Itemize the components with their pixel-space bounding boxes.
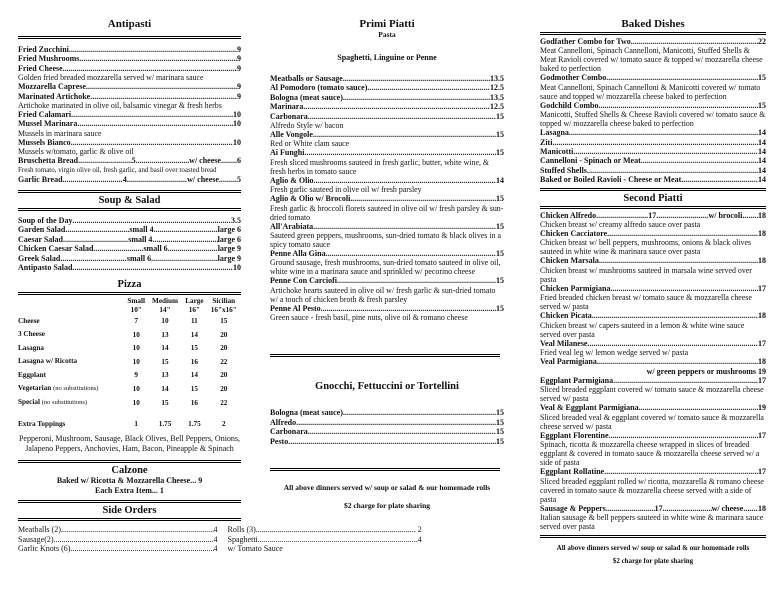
menu-item (540, 128, 766, 137)
item-name: Fried Zucchini (18, 45, 69, 54)
pizza-row: Cheese 7 10 11 15 (18, 316, 228, 325)
baked-list (540, 37, 766, 185)
menu-item (270, 276, 504, 285)
sausage-peppers-item: Sausage & Peppers ..... 17 ..... w/ cheese ..... 18 (540, 504, 766, 513)
salad-item: Chicken Caesar Salad ..... small 6 ..... large 9 (18, 244, 241, 253)
item-name: Veal Milanese (540, 338, 588, 348)
primi-list (270, 74, 504, 322)
item-desc: Fried veal leg w/ lemon wedge served w/ pasta (540, 348, 689, 358)
item-desc: Meat Cannelloni, Spinach Cannelloni, Manicotti, Stuffed Shells & Meat Ravioli covered w/ tomato sauce & topped w/ mozzarella cheese baked to perfection (540, 46, 763, 74)
menu-item (270, 418, 504, 427)
menu-item (18, 64, 241, 73)
menu-item (18, 92, 241, 101)
item-name: Bologna (meat sauce) (270, 408, 343, 418)
menu-item (540, 403, 766, 412)
mid-footer-line2: $2 charge for plate sharing (343, 500, 431, 510)
item-price: 14 (758, 137, 766, 147)
menu-item (540, 175, 766, 184)
item-desc: Manicotti, Stuffed Shells & Cheese Ravioli covered w/ tomato sauce & topped w/ mozzarella cheese baked to perfection (540, 110, 766, 129)
item-price: 14 (758, 147, 766, 157)
item-price: 19 (758, 403, 766, 413)
side-order-item: Meatballs (2) ..... 4 (18, 525, 218, 535)
side-orders-list (18, 525, 422, 554)
item-desc: Red or White clam sauce (270, 139, 350, 149)
item-name: Chicken Marsala (540, 256, 599, 266)
item-desc: Ground sausage, fresh mushrooms, sun-dried tomato sauteed in olive oil, white wine in a marinara sauce and sprinkled w/ pecorino cheese (270, 258, 501, 277)
item-name: Fried Cheese (18, 63, 63, 73)
item-desc: Sliced breaded eggplant covered w/ tomato sauce & mozzarella cheese served w/ pasta (540, 385, 764, 404)
item-desc: Spinach, ricotta & mozzarella cheese wrapped in slices of breaded eggplant & covered in tomato sauce & mozzarella cheese served w/ a side of pasta (540, 440, 760, 468)
item-name: Cannelloni - Spinach or Meat (540, 156, 641, 166)
item-name: Penne Al Pesto (270, 303, 321, 313)
soup-salad-title: Soup & Salad (98, 195, 161, 207)
side-order-item: Spaghetti ..... 4 (228, 535, 422, 545)
item-price: 14 (758, 165, 766, 175)
chicken-alfredo-item: Chicken Alfredo ..... 17 ..... w/ brocoli ..... 18 (540, 211, 766, 220)
side-order-item: Sausage(2) ..... 4 (18, 535, 218, 545)
item-name: Alle Vongole (270, 130, 313, 140)
menu-item (18, 45, 241, 54)
item-name: Eggplant Florentine (540, 430, 609, 440)
item-desc: Fresh garlic & broccoli florets sauteed in olive oil w/ fresh parsley & sun-dried tomato (270, 203, 504, 222)
menu-item (540, 156, 766, 165)
item-desc: Sauteed green peppers, mushrooms, sun-dried tomato & black olives in a spicy tomato sauce (270, 231, 501, 250)
item-price: 14 (496, 175, 504, 185)
item-name: Penne Con Carciofi (270, 276, 337, 286)
menu-item (270, 194, 504, 203)
menu-item (270, 408, 504, 417)
right-footer-line2: $2 charge for plate sharing (612, 556, 694, 565)
item-price: 15 (496, 436, 504, 446)
primi-title: Primi Piatti (359, 18, 415, 30)
item-price: 18 (758, 229, 766, 239)
item-desc: Sliced breaded veal & eggplant covered w/ tomato sauce & mozzarella cheese served w/ pasta (540, 412, 764, 431)
menu-item (270, 437, 504, 446)
pizza-extra-row: Extra Toppings 1 1.75 1.75 2 (18, 419, 226, 428)
item-price: 17 (758, 375, 766, 385)
antipasti-list (18, 45, 241, 156)
item-price: 9 (237, 91, 241, 101)
item-desc: Sliced breaded eggplant rolled w/ ricotta, mozzarella & romano cheese covered in tomato sauce & mozzarella cheese served with a side of pasta (540, 476, 764, 504)
item-price: 15 (496, 408, 504, 418)
menu-item (18, 110, 241, 119)
item-price: 13.5 (490, 92, 504, 102)
item-name: Ziti (540, 137, 553, 147)
menu-item (540, 73, 766, 82)
item-price: 15 (758, 100, 766, 110)
menu-item (540, 229, 766, 238)
second-title: Second Piatti (623, 192, 683, 204)
pizza-toppings: Pepperoni, Mushroom, Sausage, Black Olives, Bell Peppers, Onions, Jalapeno Peppers, Anchovies, Ham, Bacon, Pineapple & Spinach (18, 434, 241, 454)
item-price: 14 (758, 156, 766, 166)
pizza-size-header: Sicilian (212, 296, 236, 305)
item-name: Marinara (270, 102, 304, 112)
menu-item (270, 93, 504, 102)
gnocchi-list (270, 408, 504, 446)
salad-list (18, 225, 241, 263)
garlic-bread-item: Garlic Bread ..... 4 ..... w/ cheese ..... 5 (18, 175, 241, 184)
menu-item (270, 304, 504, 313)
antipasti-title: Antipasti (107, 18, 152, 30)
item-name: Manicotti (540, 147, 574, 157)
pizza-size-inches: 16"x16" (210, 305, 237, 314)
item-name: Ai Funghi (270, 148, 305, 158)
item-name: Chicken Picata (540, 311, 592, 321)
item-price: 17 (758, 467, 766, 477)
item-name: Veal Parmigiana (540, 357, 597, 367)
item-name: Pesto (270, 436, 289, 446)
item-price: 15 (758, 73, 766, 83)
item-price: 15 (496, 276, 504, 286)
menu-item (540, 467, 766, 476)
item-desc: Artichoke marinated in olive oil, balsamic vinegar & fresh herbs (18, 101, 222, 111)
item-price: 9 (237, 82, 241, 92)
calzone-line1: Baked w/ Ricotta & Mozzarella Cheese... 9 (56, 476, 203, 486)
menu-item (540, 147, 766, 156)
item-desc: Chicken breast w/ capers sauteed in a lemon & white wine sauce served over pasta (540, 320, 745, 339)
item-price: 14 (758, 175, 766, 185)
menu-item (540, 284, 766, 293)
item-desc: Chicken breast w/ mushrooms sauteed in marsala wine served over pasta (540, 265, 752, 284)
pizza-size-inches: 14" (159, 305, 171, 314)
item-desc: Fresh sliced mushrooms sauteed in fresh garlic, butter, white wine, & fresh herbs in tomato sauce (270, 157, 490, 176)
item-name: Al Pomodoro (tomato sauce) (270, 83, 368, 93)
item-price: 18 (758, 311, 766, 321)
item-name: Fried Calamari (18, 110, 72, 120)
item-price: 9 (237, 63, 241, 73)
item-name: Mozzarella Caprese (18, 82, 86, 92)
pizza-row: 3 Cheese 10 13 14 20 (18, 330, 228, 339)
menu-item (540, 101, 766, 110)
item-price: 10 (233, 137, 241, 147)
pizza-table (18, 297, 241, 431)
calzone-line2: Each Extra Item... 1 (95, 486, 164, 496)
item-name: All'Arabiata (270, 221, 314, 231)
menu-item (270, 102, 504, 111)
menu-item (270, 176, 504, 185)
bruschetta-item: Bruschetta Bread ..... 5 ..... w/ cheese ..... 6 (18, 156, 241, 165)
right-column (520, 0, 780, 602)
item-price: 15 (496, 194, 504, 204)
item-name: Eggplant Rollatine (540, 467, 605, 477)
item-price: 17 (758, 338, 766, 348)
second-list2 (540, 376, 766, 504)
item-desc: Golden fried breaded mozzarella served w/ marinara sauce (18, 73, 204, 83)
chicken-alfredo-desc: Chicken breast w/ creamy alfredo sauce over pasta (540, 220, 701, 230)
item-name: Godchild Combo (540, 100, 599, 110)
pizza-size-inches: 16" (188, 305, 200, 314)
pizza-row: Eggplant 9 13 14 20 (18, 370, 228, 380)
item-desc: Chicken breast w/ bell peppers, mushrooms, onions & black olives sauteed in white wine & marinara sauce over pasta (540, 238, 752, 257)
item-name: Godfather Combo for Two (540, 37, 631, 46)
item-price: 17 (758, 430, 766, 440)
sausage-peppers-desc: Italian sausage & bell peppers sauteed in white wine & marinara sauce served over pasta (540, 512, 764, 531)
primi-subtitle: Pasta (378, 30, 396, 39)
pizza-size-header: Large (185, 296, 204, 305)
pizza-size-header: Small (127, 296, 145, 305)
menu-item (270, 148, 504, 157)
baked-title: Baked Dishes (621, 18, 685, 30)
item-name: Eggplant Parmigiana (540, 375, 614, 385)
item-name: Carbonara (270, 111, 308, 121)
item-name: Aglio & Olio w/ Brocoli (270, 194, 351, 204)
item-price: 9 (237, 45, 241, 54)
soup-item: Soup of the Day ..... 3.5 (18, 216, 241, 225)
menu-item (270, 112, 504, 121)
item-price: 22 (758, 37, 766, 46)
menu-item (540, 339, 766, 348)
pizza-size-inches: 10" (130, 305, 142, 314)
menu-item (540, 256, 766, 265)
veal-extra: w/ green peppers or mushrooms 19 (646, 366, 766, 376)
primi-subtitle2: Spaghetti, Linguine or Penne (337, 53, 437, 62)
pizza-size-header: Medium (152, 296, 178, 305)
item-name: Veal & Eggplant Parmigiana (540, 403, 639, 413)
menu-item (18, 138, 241, 147)
side-orders-title: Side Orders (102, 505, 157, 517)
item-name: Marinated Artichoke (18, 91, 91, 101)
item-price: 18 (758, 256, 766, 266)
item-desc: Alfredo Style w/ bacon (270, 121, 344, 131)
bruschetta-desc: Fresh tomato, virgin olive oil, fresh garlic, and basil over toasted bread (18, 165, 217, 174)
menu-item (540, 166, 766, 175)
item-name: Lasagna (540, 128, 569, 138)
menu-item (540, 376, 766, 385)
item-name: Godmother Combo (540, 73, 607, 83)
salad-item: Greek Salad ..... small 6 ..... large 9 (18, 254, 241, 263)
second-list (540, 229, 766, 366)
item-desc: Meat Cannelloni, Spinach Cannelloni & Manicotti covered w/ tomato sauce and topped w/ mozzarella cheese baked to perfection (540, 82, 761, 101)
mid-footer-line1: All above dinners served w/ soup or salad & our homemade rolls (283, 482, 491, 492)
item-desc: Fresh garlic sauteed in olive oil w/ fresh parsley (270, 185, 422, 195)
item-price: 15 (496, 130, 504, 140)
menu-item (18, 82, 241, 91)
menu-item (270, 249, 504, 258)
menu-item (540, 431, 766, 440)
item-price: 10 (233, 110, 241, 120)
menu-item (540, 138, 766, 147)
calzone-title: Calzone (111, 465, 148, 477)
salad-item: Garden Salad ..... small 4 ..... large 6 (18, 225, 241, 234)
side-order-item: Rolls (3) ..... 2 (228, 525, 422, 535)
item-name: Baked or Boiled Ravioli - Cheese or Meat (540, 175, 682, 185)
item-price: 15 (496, 249, 504, 259)
salad-item: Caesar Salad ..... small 4 ..... large 6 (18, 235, 241, 244)
pizza-row: Vegetarian (no substitutions) 10 14 15 20 (18, 384, 228, 393)
item-price: 15 (496, 417, 504, 427)
item-price: 15 (496, 303, 504, 313)
item-price: 18 (758, 357, 766, 367)
item-name: Chicken Cacciatore (540, 229, 608, 239)
menu-item (18, 119, 241, 128)
item-price: 12.5 (490, 83, 504, 93)
item-price: 15 (496, 427, 504, 437)
middle-column (258, 0, 516, 602)
menu-item (270, 74, 504, 83)
item-name: Mussel Marinara (18, 119, 78, 129)
menu-item (540, 357, 766, 366)
gnocchi-title: Gnocchi, Fettuccini or Tortellini (315, 381, 459, 393)
menu-item (18, 54, 241, 63)
menu-item (540, 37, 766, 46)
pizza-row: Special (no substitutions) 10 15 16 22 (18, 398, 228, 407)
side-order-item: w/ Tomato Sauce (227, 544, 283, 554)
item-price: 13.5 (490, 74, 504, 83)
item-name: Fried Mushrooms (18, 54, 80, 64)
item-name: Chicken Parmigiana (540, 283, 611, 293)
item-price: 10 (233, 119, 241, 129)
menu-item (270, 130, 504, 139)
item-name: Meatballs or Sausage (270, 74, 343, 83)
item-name: Aglio & Olio (270, 175, 314, 185)
item-name: Bologna (meat sauce) (270, 92, 343, 102)
side-order-item: Garlic Knots (6) ..... 4 (18, 544, 218, 554)
menu-item (270, 222, 504, 231)
item-desc: Artichoke hearts sauteed in olive oil w/ fresh garlic & sun-dried tomato w/ a touch of chicken broth & fresh parsley (270, 285, 496, 304)
antipasto-salad-item: Antipasto Salad ..... 10 (18, 263, 241, 272)
pizza-row: Lasagna 10 14 15 20 (18, 343, 228, 353)
item-price: 9 (237, 54, 241, 64)
item-desc: Green sauce - fresh basil, pine nuts, olive oil & romano cheese (270, 313, 468, 323)
item-price: 14 (758, 128, 766, 138)
menu-item (270, 427, 504, 436)
item-name: Mussels Bianco (18, 137, 71, 147)
item-price: 15 (496, 221, 504, 231)
item-price: 15 (496, 148, 504, 158)
item-price: 15 (496, 111, 504, 121)
item-name: Carbonara (270, 427, 308, 437)
right-footer-line1: All above dinners served w/ soup or salad & our homemade rolls (556, 543, 750, 552)
item-price: 17 (758, 283, 766, 293)
item-price: 12.5 (490, 102, 504, 112)
item-name: Alfredo (270, 417, 297, 427)
pizza-row: Lasagna w/ Ricotta 10 15 16 22 (18, 357, 228, 366)
item-name: Penne Alla Gina (270, 249, 326, 259)
item-desc: Mussels w/tomato, garlic & olive oil (18, 147, 134, 157)
menu-item (270, 83, 504, 92)
item-desc: Fried breaded chicken breast w/ tomato sauce & mozzarella cheese served w/ pasta (540, 293, 752, 312)
item-name: Stuffed Shells (540, 165, 587, 175)
item-desc: Mussels in marinara sauce (18, 128, 102, 138)
pizza-title: Pizza (117, 278, 142, 290)
menu-item (540, 311, 766, 320)
